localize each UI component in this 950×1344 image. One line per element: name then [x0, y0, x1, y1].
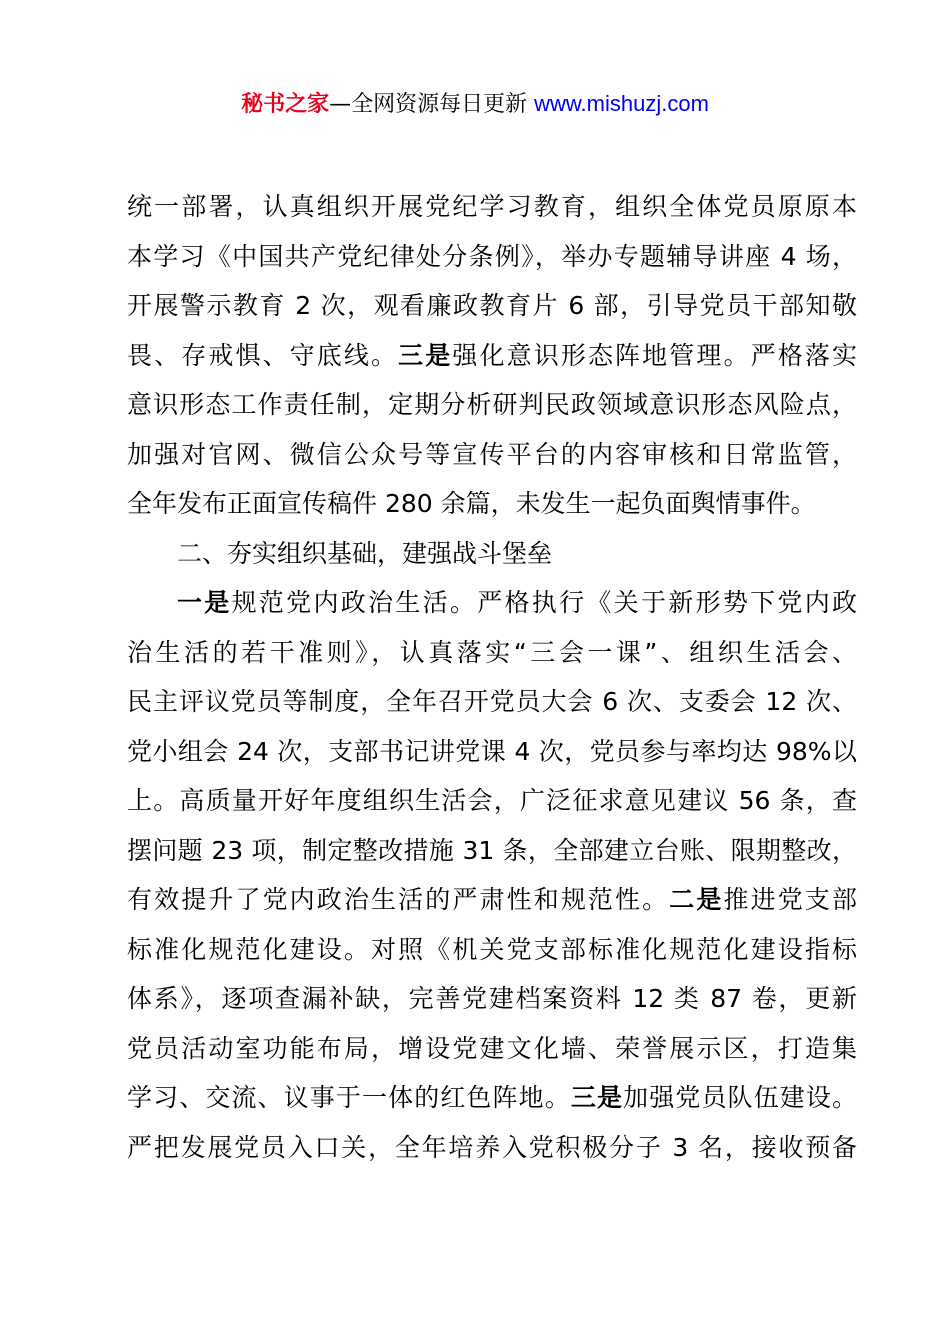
page-header	[0, 89, 950, 120]
text-line	[127, 281, 857, 331]
text-line	[127, 430, 857, 480]
text-line	[127, 826, 857, 876]
text-segment: 规范党内政治生活。严格执行《关于新形势下党内政	[231, 588, 857, 617]
text-line	[127, 974, 857, 1024]
text-segment: 党小组会 24 次，支部书记讲党课 4 次，党员参与率均达 98%以	[127, 736, 857, 766]
text-segment: 二、夯实组织基础，建强战斗堡垒	[177, 538, 553, 568]
text-segment: 学习、交流、议事于一体的红色阵地。	[127, 1083, 571, 1112]
text-line	[127, 232, 857, 282]
text-line	[127, 578, 857, 628]
text-line	[127, 182, 857, 232]
text-segment: 标准化规范化建设。对照《机关党支部标准化规范化建设指标	[127, 934, 857, 964]
text-segment: 本学习《中国共产党纪律处分条例》，举办专题辅导讲座 4 场，	[127, 241, 857, 271]
text-segment: 严把发展党员入口关，全年培养入党积极分子 3 名，接收预备	[127, 1132, 857, 1162]
header-brand: 秘书之家	[241, 92, 330, 117]
header-tagline: —全网资源每日更新	[329, 92, 535, 117]
text-line	[127, 628, 857, 678]
text-segment: 摆问题 23 项，制定整改措施 31 条，全部建立台账、限期整改，	[127, 835, 857, 865]
text-line	[127, 479, 857, 529]
text-segment: 民主评议党员等制度，全年召开党员大会 6 次、支委会 12 次、	[127, 687, 857, 716]
text-segment: 党员活动室功能布局，增设党建文化墙、荣誉展示区，打造集	[127, 1033, 857, 1063]
text-line	[127, 529, 857, 579]
text-segment: 全年发布正面宣传稿件 280 余篇，未发生一起负面舆情事件。	[127, 489, 816, 518]
text-segment: 开展警示教育 2 次，观看廉政教育片 6 部，引导党员干部知敬	[127, 291, 857, 320]
text-line	[127, 1123, 857, 1173]
text-segment: 体系》，逐项查漏补缺，完善党建档案资料 12 类 87 卷，更新	[127, 984, 857, 1013]
text-line	[127, 331, 857, 381]
bold-lead-phrase: 一是	[177, 588, 232, 617]
text-line	[127, 1073, 857, 1123]
bold-lead-phrase: 三是	[570, 1083, 624, 1112]
text-segment: 意识形态工作责任制，定期分析研判民政领域意识形态风险点，	[127, 390, 857, 419]
document-body	[127, 182, 857, 1172]
header-url-link[interactable]: www.mishuzj.com	[534, 91, 709, 116]
text-line	[127, 776, 857, 826]
text-line	[127, 380, 857, 430]
text-segment: 加强对官网、微信公众号等宣传平台的内容审核和日常监管，	[127, 439, 857, 469]
text-segment: 有效提升了党内政治生活的严肃性和规范性。	[127, 885, 670, 914]
text-segment: 加强党员队伍建设。	[623, 1083, 857, 1112]
text-line	[127, 925, 857, 975]
text-segment: 畏、存戒惧、守底线。	[127, 340, 399, 370]
bold-lead-phrase: 三是	[398, 340, 453, 370]
text-segment: 治生活的若干准则》，认真落实“三会一课”、组织生活会、	[127, 637, 857, 667]
text-line	[127, 1024, 857, 1074]
text-line	[127, 677, 857, 727]
text-line	[127, 727, 857, 777]
text-segment: 强化意识形态阵地管理。严格落实	[452, 340, 857, 370]
bold-lead-phrase: 二是	[669, 885, 724, 914]
text-line	[127, 875, 857, 925]
text-segment: 推进党支部	[723, 885, 857, 914]
text-segment: 统一部署，认真组织开展党纪学习教育，组织全体党员原原本	[127, 192, 857, 221]
text-segment: 上。高质量开好年度组织生活会，广泛征求意见建议 56 条，查	[127, 786, 857, 815]
